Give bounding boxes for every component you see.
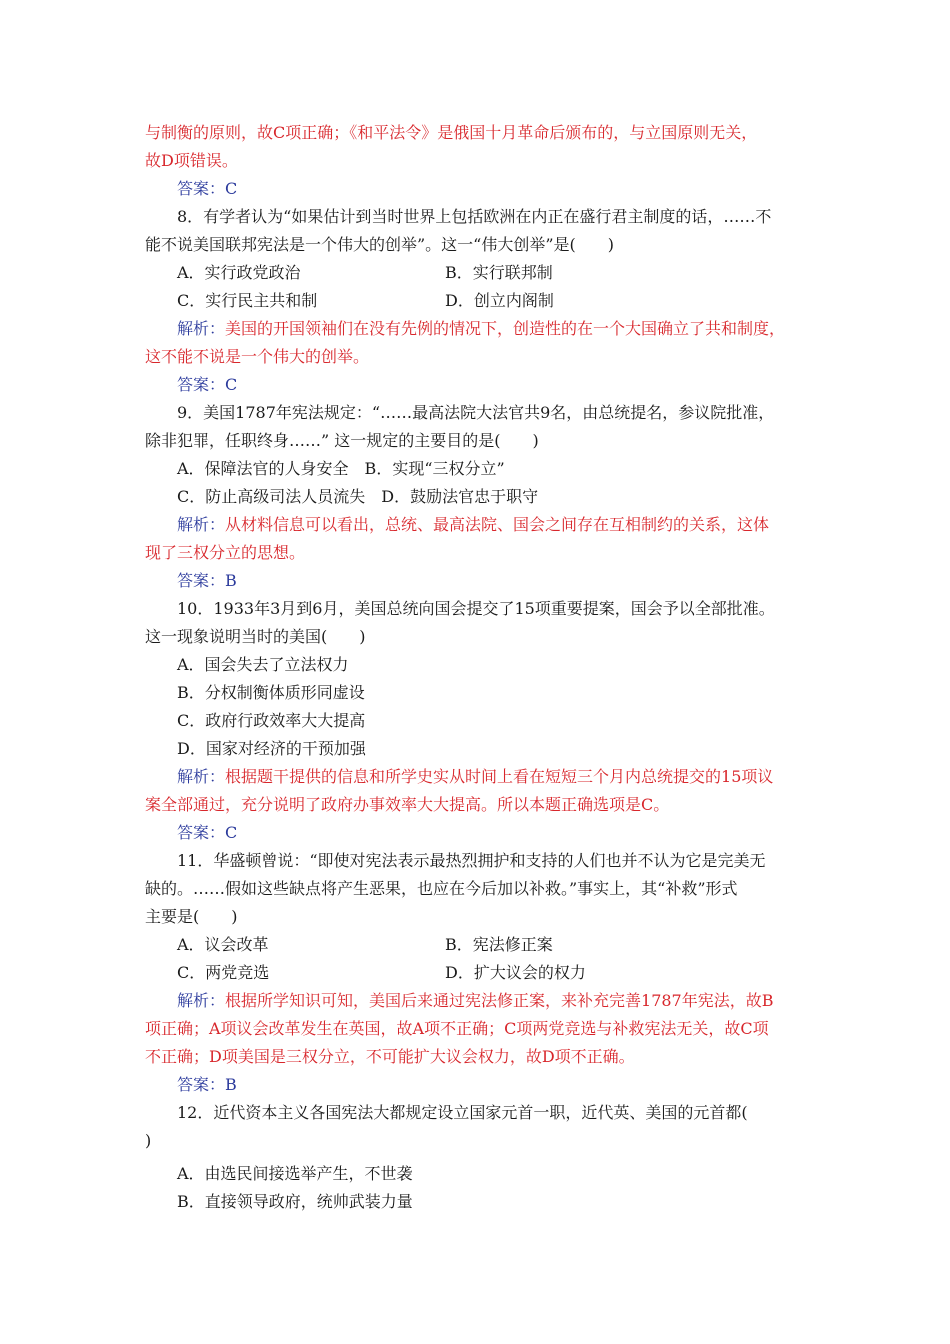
answer-label: 答案： bbox=[177, 823, 226, 842]
q9-analysis-line-1 bbox=[177, 511, 769, 539]
q7-analysis-line-2: 故D项错误。 bbox=[145, 151, 238, 170]
q10-option-b: B．分权制衡体质形同虚设 bbox=[177, 683, 365, 702]
q11-option-c: C．两党竞选 bbox=[177, 963, 270, 982]
answer-label: 答案： bbox=[177, 571, 226, 590]
q8-stem-line-2: 能不说美国联邦宪法是一个伟大的创举”。这一“伟大创举”是( ) bbox=[145, 235, 615, 254]
q10-analysis-line-2: 案全部通过，充分说明了政府办事效率大大提高。所以本题正确选项是C。 bbox=[145, 795, 670, 814]
answer-value: B bbox=[225, 571, 237, 590]
analysis-label: 解析： bbox=[177, 515, 226, 534]
q10-stem-line-2: 这一现象说明当时的美国( ) bbox=[145, 627, 366, 646]
answer-value: C bbox=[225, 375, 238, 394]
q9-stem-line-2: 除非犯罪，任职终身……” 这一规定的主要目的是( ) bbox=[145, 431, 539, 450]
q11-analysis-line-1 bbox=[177, 987, 774, 1015]
answer-value: C bbox=[225, 179, 238, 198]
answer-label: 答案： bbox=[177, 375, 226, 394]
q9-options-row-1: A．保障法官的人身安全 B．实现“三权分立” bbox=[177, 459, 505, 478]
q11-option-b: B．宪法修正案 bbox=[445, 935, 553, 954]
analysis-label: 解析： bbox=[177, 319, 226, 338]
q7-answer bbox=[177, 175, 237, 203]
answer-value: B bbox=[225, 1075, 237, 1094]
analysis-label: 解析： bbox=[177, 767, 226, 786]
analysis-text: 从材料信息可以看出，总统、最高法院、国会之间存在互相制约的关系，这体 bbox=[225, 515, 770, 534]
q8-option-b: B．实行联邦制 bbox=[445, 263, 553, 282]
q12-option-b: B．直接领导政府，统帅武装力量 bbox=[177, 1192, 413, 1211]
analysis-text: 美国的开国领袖们在没有先例的情况下，创造性的在一个大国确立了共和制度， bbox=[225, 319, 786, 338]
q11-analysis-line-2: 项正确；A项议会改革发生在英国，故A项不正确；C项两党竞选与补救宪法无关，故C项 bbox=[145, 1019, 769, 1038]
q11-option-a: A．议会改革 bbox=[177, 935, 269, 954]
analysis-label: 解析： bbox=[177, 991, 226, 1010]
q8-stem-line-1: 8．有学者认为“如果估计到当时世界上包括欧洲在内正在盛行君主制度的话，……不 bbox=[177, 207, 772, 226]
q11-stem-line-2: 缺的。……假如这些缺点将产生恶果，也应在今后加以补救。”事实上，其“补救”形式 bbox=[145, 879, 738, 898]
q9-options-row-2: C．防止高级司法人员流失 D．鼓励法官忠于职守 bbox=[177, 487, 539, 506]
q12-stem-line-1: 12．近代资本主义各国宪法大都规定设立国家元首一职，近代英、美国的元首都( bbox=[177, 1103, 748, 1122]
answer-label: 答案： bbox=[177, 179, 226, 198]
q11-option-d: D．扩大议会的权力 bbox=[445, 963, 586, 982]
q9-answer bbox=[177, 567, 237, 595]
q7-analysis-line-1: 与制衡的原则，故C项正确；《和平法令》是俄国十月革命后颁布的，与立国原则无关， bbox=[145, 123, 758, 142]
q10-analysis-line-1 bbox=[177, 763, 773, 791]
q8-analysis-line-1 bbox=[177, 315, 785, 343]
q10-stem-line-1: 10．1933年3月到6月，美国总统向国会提交了15项重要提案，国会予以全部批准。 bbox=[177, 599, 775, 618]
q8-option-c: C．实行民主共和制 bbox=[177, 291, 318, 310]
analysis-text: 根据所学知识可知，美国后来通过宪法修正案，来补充完善1787年宪法，故B bbox=[225, 991, 774, 1010]
q12-stem-line-2: ) bbox=[145, 1131, 152, 1150]
q12-option-a: A．由选民间接选举产生，不世袭 bbox=[177, 1164, 413, 1183]
q11-answer bbox=[177, 1071, 237, 1099]
q11-analysis-line-3: 不正确；D项美国是三权分立，不可能扩大议会权力，故D项不正确。 bbox=[145, 1047, 635, 1066]
q8-answer bbox=[177, 371, 237, 399]
analysis-text: 根据题干提供的信息和所学史实从时间上看在短短三个月内总统提交的15项议 bbox=[225, 767, 774, 786]
q8-option-a: A．实行政党政治 bbox=[177, 263, 301, 282]
q11-stem-line-1: 11．华盛顿曾说：“即使对宪法表示最热烈拥护和支持的人们也并不认为它是完美无 bbox=[177, 851, 766, 870]
q9-analysis-line-2: 现了三权分立的思想。 bbox=[145, 543, 306, 562]
q9-stem-line-1: 9．美国1787年宪法规定：“……最高法院大法官共9名，由总统提名，参议院批准， bbox=[177, 403, 775, 422]
answer-label: 答案： bbox=[177, 1075, 226, 1094]
q8-analysis-line-2: 这不能不说是一个伟大的创举。 bbox=[145, 347, 370, 366]
answer-value: C bbox=[225, 823, 238, 842]
q8-option-d: D．创立内阁制 bbox=[445, 291, 554, 310]
q10-answer bbox=[177, 819, 237, 847]
q10-option-d: D．国家对经济的干预加强 bbox=[177, 739, 366, 758]
q11-stem-line-3: 主要是( ) bbox=[145, 907, 238, 926]
q10-option-a: A．国会失去了立法权力 bbox=[177, 655, 349, 674]
q10-option-c: C．政府行政效率大大提高 bbox=[177, 711, 366, 730]
